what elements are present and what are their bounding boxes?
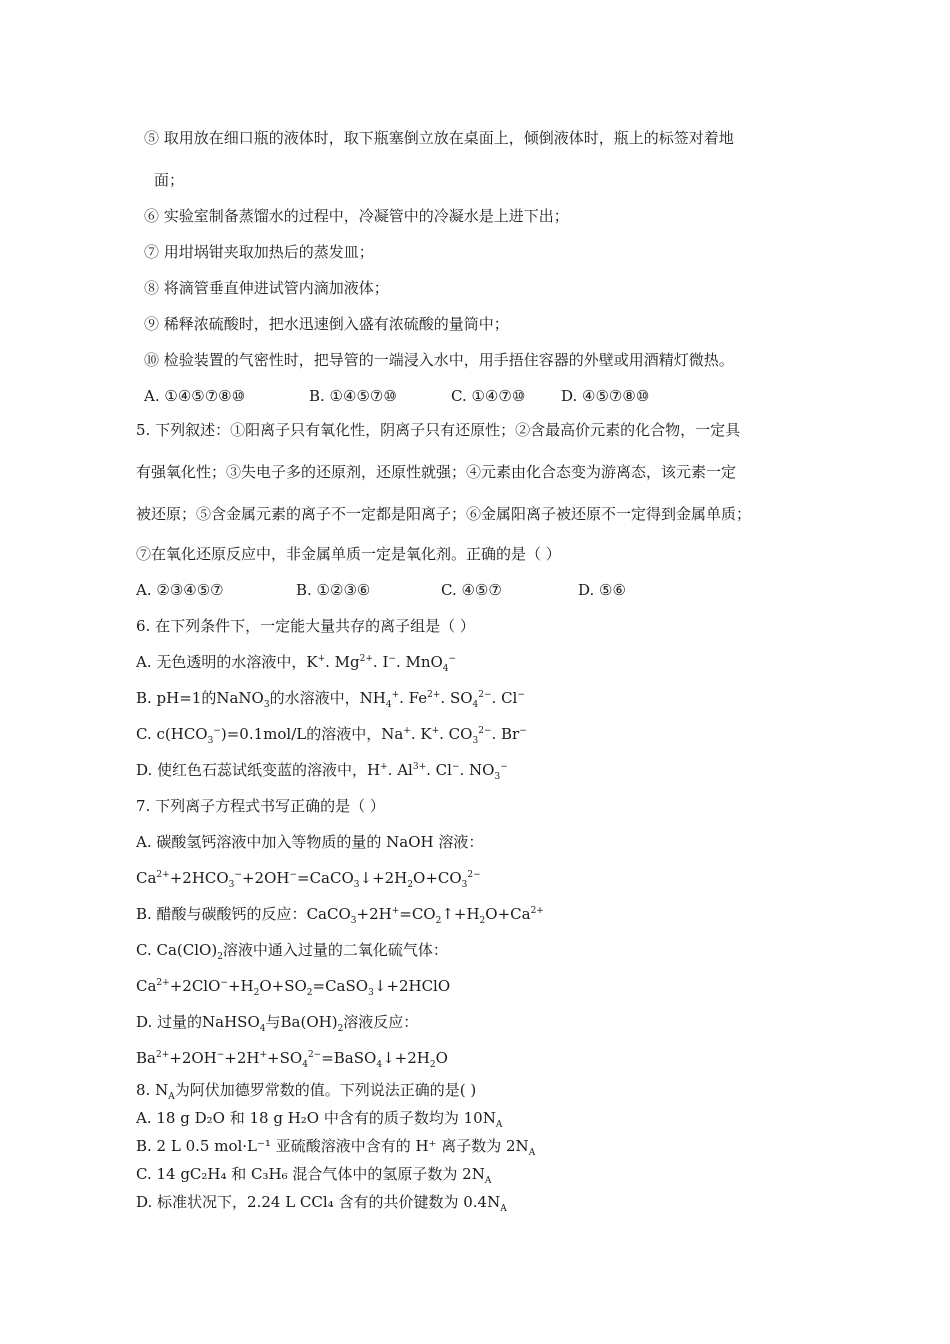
- q4-item-5-cont: 面；: [154, 171, 185, 189]
- q8-option-d: D. 标准状况下，2.24 L CCl₄ 含有的共价键数为 $0.4N_A$: [136, 1193, 507, 1214]
- q5-line-3: 被还原；⑤含金属元素的离子不一定都是阳离子；⑥金属阳离子被还原不一定得到金属单质；: [136, 505, 752, 523]
- q8-option-b: B. 2 L 0.5 mol·L⁻¹ 亚硫酸溶液中含有的 H⁺ 离子数为 $2N_A$: [136, 1137, 536, 1158]
- q5-line-2: 有强氧化性；③失电子多的还原剂，还原性就强；④元素由化合态变为游离态，该元素一定: [136, 463, 737, 481]
- q5-option-b: B. ①②③⑥: [296, 581, 371, 599]
- q4-options: [144, 386, 649, 406]
- q5-option-d: D. ⑤⑥: [578, 581, 626, 599]
- q7-equation-c: $Ca^{2+}+2ClO^-+H_2O+SO_2=CaSO_3↓+2HClO$: [136, 977, 451, 998]
- q4-option-d: D. ④⑤⑦⑧⑩: [561, 387, 650, 405]
- q6-option-c: C. $c(HCO_3^-)=0.1mol/L$的溶液中，Na+. K+. $CO_3^{2-}$. Br−: [136, 725, 527, 746]
- q7-option-c: C. $Ca(ClO)_2$溶液中通入过量的二氧化硫气体：: [136, 941, 448, 962]
- q4-item-8: ⑧ 将滴管垂直伸进试管内滴加液体；: [144, 279, 389, 297]
- q4-option-c: C. ①④⑦⑩: [451, 387, 526, 405]
- q4-item-10: ⑩ 检验装置的气密性时，把导管的一端浸入水中，用手捂住容器的外壁或用酒精灯微热。: [144, 351, 734, 369]
- q5-line-1: 5. 下列叙述：①阳离子只有氧化性，阴离子只有还原性；②含最高价元素的化合物，一定具: [136, 421, 741, 439]
- q8-option-a: A. 18 g D₂O 和 18 g H₂O 中含有的质子数均为 $10N_A$: [136, 1109, 503, 1130]
- q4-option-a: A. ①④⑤⑦⑧⑩: [144, 387, 246, 405]
- q7-option-a: A. 碳酸氢钙溶液中加入等物质的量的 NaOH 溶液：: [136, 833, 484, 851]
- q7-equation-a: $Ca^{2+}+2HCO_3^-+2OH^-=CaCO_3↓+2H_2O+CO_3^{2-}$: [136, 869, 481, 890]
- q6-option-d: D. 使红色石蕊试纸变蓝的溶液中，H+. $Al^{3+}$. Cl−. $NO_3^-$: [136, 761, 508, 782]
- q6-option-a: A. 无色透明的水溶液中，K+. $Mg^{2+}$. I−. MnO$_4$−: [136, 653, 457, 674]
- q5-option-a: A. ②③④⑤⑦: [136, 581, 224, 599]
- q5-options: [136, 580, 626, 600]
- q4-item-9: ⑨ 稀释浓硫酸时，把水迅速倒入盛有浓硫酸的量筒中；: [144, 315, 509, 333]
- q6-option-b: B. pH=1的NaNO$_3$的水溶液中，$NH_4^+$. $Fe^{2+}$. $SO_4^{2-}$. Cl−: [136, 689, 525, 710]
- q4-item-5: ⑤ 取用放在细口瓶的液体时，取下瓶塞倒立放在桌面上，倾倒液体时，瓶上的标签对着地: [144, 129, 734, 147]
- q8-option-c: C. 14 gC₂H₄ 和 C₃H₆ 混合气体中的氢原子数为 $2N_A$: [136, 1165, 492, 1186]
- q4-item-6: ⑥ 实验室制备蒸馏水的过程中，冷凝管中的冷凝水是上进下出；: [144, 207, 569, 225]
- q5-line-4: ⑦在氧化还原反应中，非金属单质一定是氧化剂。正确的是（ ）: [136, 545, 561, 563]
- q8-stem: 8. $N_A$为阿伏加德罗常数的值。下列说法正确的是( ): [136, 1081, 477, 1102]
- q7-stem: 7. 下列离子方程式书写正确的是（ ）: [136, 797, 385, 815]
- q7-option-b: B. 醋酸与碳酸钙的反应：$CaCO_3+2H^+=CO_2↑+H_2O+Ca^{2+}$: [136, 905, 544, 926]
- q4-option-b: B. ①④⑤⑦⑩: [309, 387, 397, 405]
- q7-option-d: D. 过量的NaHSO$_4$与$Ba(OH)_2$溶液反应：: [136, 1013, 419, 1034]
- q6-stem: 6. 在下列条件下，一定能大量共存的离子组是（ ）: [136, 617, 475, 635]
- q4-item-7: ⑦ 用坩埚钳夹取加热后的蒸发皿；: [144, 243, 374, 261]
- q5-option-c: C. ④⑤⑦: [441, 581, 502, 599]
- q7-equation-d: $Ba^{2+}+2OH^-+2H^++SO_4^{2-}=BaSO_4↓+2H_2O$: [136, 1049, 448, 1070]
